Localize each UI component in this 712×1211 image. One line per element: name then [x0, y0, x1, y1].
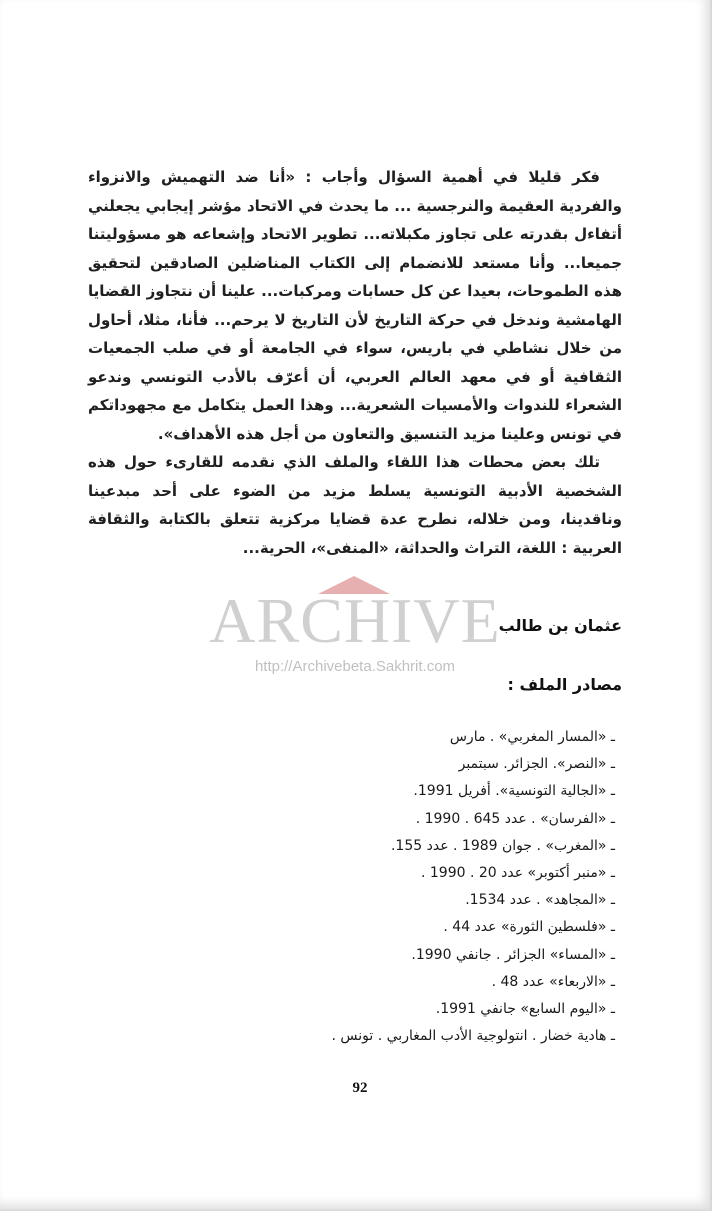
- source-item: ـ هادية خضار . انتولوجية الأدب المغاربي . تونس .: [331, 1028, 615, 1045]
- article-paragraph-2: تلك بعض محطات هذا اللقاء والملف الذي نقدمه للقارىء حول هذه الشخصية الأدبية التونسية يسلط مزيد من الضوء على أحد مبدعينا وناقدينا، ومن خلاله، نطرح عدة قضايا مركزية تتعلق بالكتابة والثقافة العربية : اللغة، التراث والحداثة، «المنفى»، الحرية...: [88, 453, 622, 557]
- sources-list: [332, 724, 616, 1050]
- source-item: ـ «اليوم السابع» جانفي 1991.: [435, 1000, 615, 1017]
- source-item: ـ «فلسطين الثورة» عدد 44 .: [443, 919, 615, 936]
- source-item: ـ «المساء» الجزائر . جانفي 1990.: [411, 946, 615, 963]
- source-item: ـ «النصر». الجزائر. سبتمبر: [458, 756, 615, 773]
- source-item: ـ «المسار المغربي» . مارس: [449, 729, 615, 745]
- article-paragraph-1: فكر قليلا في أهمية السؤال وأجاب : «أنا ضد التهميش والانزواء والفردية العقيمة والنرجسية ... ما يحدث في الاتحاد مؤشر إيجابي يجعلني أتفاءل بقدرته على تجاوز مكبلاته... تطوير الاتحاد وإشعاعه هو مسؤوليتنا جميعا... وأنا مستعد للانضمام إلى الكتاب المناضلين الصادقين لتحقيق هذه الطموحات، بعيدا عن كل حسابات ومركبات... علينا أن نتجاوز القضايا الهامشية وندخل في حركة التاريخ لأن التاريخ لا يرحم... فأنا، مثلا، أحاول من خلال نشاطي في باريس، سواء في الجامعة أو في صلب الجمعيات الثقافية أو في معهد العالم العربي، أن أعرّف بالأدب التونسي وندعو الشعراء للندوات والأمسيات الشعرية... وهذا العمل يتكامل مع مجهوداتكم في تونس وعلينا مزيد التنسيق والتعاون من أجل هذه الأهداف».: [88, 168, 622, 443]
- watermark-roof-icon: [318, 576, 390, 594]
- article-body: [88, 163, 622, 562]
- source-item: ـ «الفرسان» . عدد 645 . 1990 .: [415, 810, 615, 827]
- source-item: ـ «المجاهد» . عدد 1534.: [465, 892, 615, 909]
- article-author: عثمان بن طالب: [498, 616, 622, 635]
- sources-heading: مصادر الملف :: [507, 675, 622, 694]
- source-item: ـ «منبر أكتوبر» عدد 20 . 1990 .: [420, 864, 615, 881]
- watermark-word: ARCHIVE: [209, 585, 501, 656]
- watermark-url: http://Archivebeta.Sakhrit.com: [254, 658, 456, 675]
- archive-watermark: [200, 582, 510, 690]
- source-item: ـ «الجالية التونسية». أفريل 1991.: [413, 783, 615, 800]
- page-number: 92: [352, 1080, 368, 1096]
- source-item: ـ «الاربعاء» عدد 48 .: [491, 973, 615, 990]
- source-item: ـ «المغرب» . جوان 1989 . عدد 155.: [390, 837, 615, 854]
